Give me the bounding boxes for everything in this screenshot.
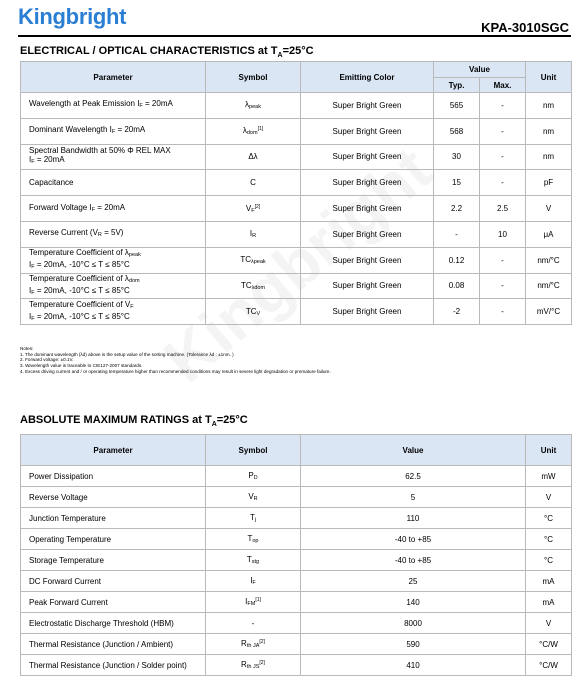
symbol-cell [206, 508, 301, 529]
emitting-color-cell: Super Bright Green [301, 196, 434, 222]
unit-cell: μA [526, 221, 572, 247]
value-cell: 110 [301, 508, 526, 529]
parameter-line [29, 300, 205, 312]
param_b-text-post: = 20mA, -10°C ≤ T ≤ 85°C [34, 260, 130, 270]
parameter-cell [21, 221, 206, 247]
symbol-text: λ [245, 100, 250, 110]
param_a-subscript: F [130, 303, 134, 310]
parameter-condition-line [29, 155, 205, 167]
symbol-text: R [241, 639, 247, 648]
parameter-condition-line [29, 286, 205, 298]
parameter-cell: Electrostatic Discharge Threshold (HBM) [21, 613, 206, 634]
symbol-cell [206, 93, 301, 119]
unit-cell: mA [526, 571, 572, 592]
unit-cell: nm [526, 118, 572, 144]
symbol-cell [206, 634, 301, 655]
symbol-subscript: th JA [246, 643, 260, 649]
symbol-text: R [241, 660, 247, 669]
typ-value-cell: 565 [434, 93, 480, 119]
note-3: 3. Wavelength value is traceable to CIE127-2007 standards. [20, 363, 143, 369]
parameter-line [29, 99, 205, 111]
unit-cell: nm/°C [526, 247, 572, 273]
parameter-cell [21, 93, 206, 119]
value-cell: -40 to +85 [301, 529, 526, 550]
symbol-subscript: th JS [246, 664, 260, 670]
col-unit: Unit [526, 62, 572, 93]
param_b-subscript: F [31, 159, 35, 166]
table-row [21, 592, 572, 613]
symbol-cell [206, 550, 301, 571]
col-parameter: Parameter [21, 435, 206, 466]
note-2: 2. Forward voltage: ±0.1V. [20, 357, 74, 363]
param_a-text-post: = 5V) [101, 228, 124, 238]
typ-value-cell: 0.08 [434, 273, 480, 299]
notes-heading: Notes: [20, 346, 34, 351]
typ-value-cell: 15 [434, 170, 480, 196]
parameter-condition-line [29, 312, 205, 324]
col-emitting-color: Emitting Color [301, 62, 434, 93]
table-row [21, 613, 572, 634]
max-value-cell: - [480, 93, 526, 119]
max-value-cell: 10 [480, 221, 526, 247]
parameter-cell: Operating Temperature [21, 529, 206, 550]
table-row [21, 221, 572, 247]
param_a-text: Dominant Wavelength I [29, 125, 112, 135]
symbol-subscript: R [252, 233, 257, 240]
symbol-cell [206, 529, 301, 550]
param_a-text: Temperature Coefficient of V [29, 299, 131, 309]
symbol-text: λ [242, 126, 247, 136]
symbol-text: T [249, 513, 255, 522]
table-row [21, 299, 572, 325]
table-row [21, 529, 572, 550]
typ-value-cell: 30 [434, 144, 480, 170]
symbol-subscript: peak [249, 104, 261, 111]
value-cell: 25 [301, 571, 526, 592]
symbol-note-ref: [2] [254, 203, 261, 210]
typ-value-cell: - [434, 221, 480, 247]
param_b-text: I [29, 311, 32, 321]
parameter-cell [21, 247, 206, 273]
symbol-text: V [248, 492, 254, 501]
typ-value-cell: -2 [434, 299, 480, 325]
symbol-cell [206, 221, 301, 247]
unit-cell: pF [526, 170, 572, 196]
symbol-text: T [247, 534, 253, 543]
unit-cell: V [526, 613, 572, 634]
parameter-condition-line [29, 260, 205, 272]
symbol-subscript: R [253, 496, 258, 502]
typ-value-cell: 568 [434, 118, 480, 144]
parameter-cell: DC Forward Current [21, 571, 206, 592]
symbol-cell [206, 592, 301, 613]
table-row [21, 571, 572, 592]
unit-cell: nm [526, 93, 572, 119]
emitting-color-cell: Super Bright Green [301, 93, 434, 119]
symbol-text: - [251, 618, 255, 628]
table-row [21, 93, 572, 119]
parameter-line [29, 228, 205, 240]
param_a-text: Forward Voltage I [29, 202, 92, 212]
table-row [21, 508, 572, 529]
value-cell: 8000 [301, 613, 526, 634]
header-rule [18, 35, 571, 37]
parameter-cell: Power Dissipation [21, 466, 206, 487]
symbol-text: V [245, 203, 252, 213]
symbol-text: I [249, 229, 253, 239]
parameter-cell: Junction Temperature [21, 508, 206, 529]
param_a-subscript: R [97, 232, 102, 239]
symbol-note-ref: [2] [259, 639, 265, 645]
symbol-note-ref: [1] [257, 126, 264, 133]
value-cell: -40 to +85 [301, 550, 526, 571]
param_a-subscript: F [111, 129, 116, 136]
symbol-subscript: F [251, 207, 255, 214]
note-4: 4. Excess driving current and / or operating temperature higher than recommended conditions may result in severe light degradation or premature failure. [20, 368, 331, 374]
value-cell: 590 [301, 634, 526, 655]
col-max: Max. [480, 78, 526, 93]
param_b-text-post: = 20mA, -10°C ≤ T ≤ 85°C [34, 311, 130, 321]
parameter-cell [21, 170, 206, 196]
param_b-subscript: F [31, 315, 35, 322]
typ-value-cell: 0.12 [434, 247, 480, 273]
table-row [21, 273, 572, 299]
max-value-cell: 2.5 [480, 196, 526, 222]
symbol-text: TC [240, 280, 252, 290]
param_a-subscript: F [139, 103, 143, 110]
parameter-cell [21, 273, 206, 299]
typ-value-cell: 2.2 [434, 196, 480, 222]
electrical-section-title: ELECTRICAL / OPTICAL CHARACTERISTICS at $T_A=25^\circ C$ [20, 45, 314, 60]
symbol-text: Δλ [248, 152, 258, 162]
col-value: Value [434, 62, 526, 78]
symbol-subscript: op [252, 538, 259, 544]
symbol-cell [206, 299, 301, 325]
symbol-subscript: j [254, 517, 257, 523]
table-row [21, 487, 572, 508]
symbol-text: T [246, 555, 252, 564]
symbol-cell [206, 144, 301, 170]
emitting-color-cell: Super Bright Green [301, 170, 434, 196]
symbol-subscript: stg [251, 559, 260, 565]
parameter-cell: Reverse Voltage [21, 487, 206, 508]
table-row [21, 118, 572, 144]
param_a-text: Temperature Coefficient of λ [29, 248, 129, 258]
param_b-text: I [29, 155, 32, 165]
symbol-cell [206, 466, 301, 487]
symbol-subscript: dom [246, 130, 258, 137]
parameter-line [29, 178, 205, 187]
symbol-text: P [248, 471, 254, 480]
unit-cell: nm/°C [526, 273, 572, 299]
symbol-note-ref: [2] [259, 660, 265, 666]
max-value-cell: - [480, 118, 526, 144]
emitting-color-cell: Super Bright Green [301, 247, 434, 273]
param_a-text-post: = 20mA [95, 202, 126, 212]
parameter-cell [21, 118, 206, 144]
unit-cell: mW [526, 466, 572, 487]
table-row [21, 247, 572, 273]
symbol-subscript: λdom [251, 284, 266, 291]
symbol-text: I [250, 576, 253, 585]
table-row [21, 196, 572, 222]
symbol-text: C [250, 178, 256, 188]
param_a-text: Capacitance [29, 178, 74, 188]
max-value-cell: - [480, 144, 526, 170]
unit-cell: °C/W [526, 634, 572, 655]
symbol-cell [206, 196, 301, 222]
emitting-color-cell: Super Bright Green [301, 299, 434, 325]
table-row [21, 655, 572, 676]
unit-cell: °C [526, 508, 572, 529]
symbol-cell [206, 487, 301, 508]
note-1: 1. The dominant wavelength (λd) above is the setup value of the sorting machine. (Tolerance λd : ±1nm. ) [20, 351, 234, 357]
symbol-cell [206, 273, 301, 299]
max-value-cell: - [480, 273, 526, 299]
param_b-text-post: = 20mA, -10°C ≤ T ≤ 85°C [34, 285, 130, 295]
unit-cell: °C [526, 529, 572, 550]
emitting-color-cell: Super Bright Green [301, 273, 434, 299]
col-typ: Typ. [434, 78, 480, 93]
param_a-text-post: = 20mA [142, 99, 173, 109]
unit-cell: V [526, 196, 572, 222]
symbol-subscript: F [252, 580, 256, 586]
parameter-cell [21, 196, 206, 222]
param_a-text: Temperature Coefficient of λ [29, 273, 129, 283]
param_a-subscript: dom [128, 277, 140, 284]
param_a-subscript: peak [128, 252, 141, 259]
unit-cell: °C/W [526, 655, 572, 676]
param_b-text: I [29, 260, 32, 270]
col-parameter: Parameter [21, 62, 206, 93]
parameter-line [29, 146, 205, 155]
unit-cell: mA [526, 592, 572, 613]
unit-cell: °C [526, 550, 572, 571]
parameter-cell [21, 144, 206, 170]
emitting-color-cell: Super Bright Green [301, 144, 434, 170]
unit-cell: nm [526, 144, 572, 170]
table-row [21, 550, 572, 571]
parameter-cell: Thermal Resistance (Junction / Solder point) [21, 655, 206, 676]
symbol-text: TC [245, 306, 257, 316]
param_a-subscript: F [91, 206, 96, 213]
table-row [21, 170, 572, 196]
col-symbol: Symbol [206, 62, 301, 93]
symbol-subscript: D [253, 475, 258, 481]
param_b-subscript: F [31, 289, 35, 296]
symbol-subscript: FM [247, 601, 256, 607]
param_b-text-post: = 20mA [34, 155, 65, 165]
parameter-line [29, 203, 205, 215]
kingbright-logo: Kingbright [18, 4, 127, 29]
col-unit: Unit [526, 435, 572, 466]
value-cell: 62.5 [301, 466, 526, 487]
param_a-text: Spectral Bandwidth at 50% Φ REL MAX [29, 146, 171, 156]
symbol-text: TC [240, 255, 251, 265]
parameter-cell: Peak Forward Current [21, 592, 206, 613]
table-row [21, 634, 572, 655]
notes-block [20, 346, 331, 375]
symbol-cell [206, 118, 301, 144]
col-value: Value [301, 435, 526, 466]
max-value-cell: - [480, 170, 526, 196]
param_b-text: I [29, 285, 32, 295]
table-row [21, 466, 572, 487]
symbol-text: I [245, 597, 248, 606]
parameter-line [29, 125, 205, 137]
table-row [21, 144, 572, 170]
value-cell: 5 [301, 487, 526, 508]
symbol-cell [206, 655, 301, 676]
symbol-cell [206, 613, 301, 634]
max-value-cell: - [480, 247, 526, 273]
param_a-text: Wavelength at Peak Emission I [29, 99, 140, 109]
electrical-characteristics-table [20, 61, 572, 325]
symbol-subscript: λpeak [250, 259, 266, 266]
absolute-maximum-ratings-table [20, 434, 572, 676]
param_b-subscript: F [31, 264, 35, 271]
parameter-line [29, 274, 205, 286]
value-cell: 410 [301, 655, 526, 676]
col-symbol: Symbol [206, 435, 301, 466]
parameter-line [29, 248, 205, 260]
symbol-subscript: V [256, 310, 261, 317]
unit-cell: mV/°C [526, 299, 572, 325]
max-value-cell: - [480, 299, 526, 325]
absolute-section-title: ABSOLUTE MAXIMUM RATINGS at $T_A=25^\circ C$ [20, 414, 248, 429]
symbol-cell [206, 170, 301, 196]
symbol-cell [206, 571, 301, 592]
part-number: KPA-3010SGC [481, 20, 569, 35]
unit-cell: V [526, 487, 572, 508]
emitting-color-cell: Super Bright Green [301, 221, 434, 247]
value-cell: 140 [301, 592, 526, 613]
symbol-note-ref: [1] [255, 597, 261, 603]
param_a-text: Reverse Current (V [29, 228, 98, 238]
param_a-text-post: = 20mA [115, 125, 146, 135]
symbol-cell [206, 247, 301, 273]
emitting-color-cell: Super Bright Green [301, 118, 434, 144]
parameter-cell: Thermal Resistance (Junction / Ambient) [21, 634, 206, 655]
parameter-cell [21, 299, 206, 325]
parameter-cell: Storage Temperature [21, 550, 206, 571]
